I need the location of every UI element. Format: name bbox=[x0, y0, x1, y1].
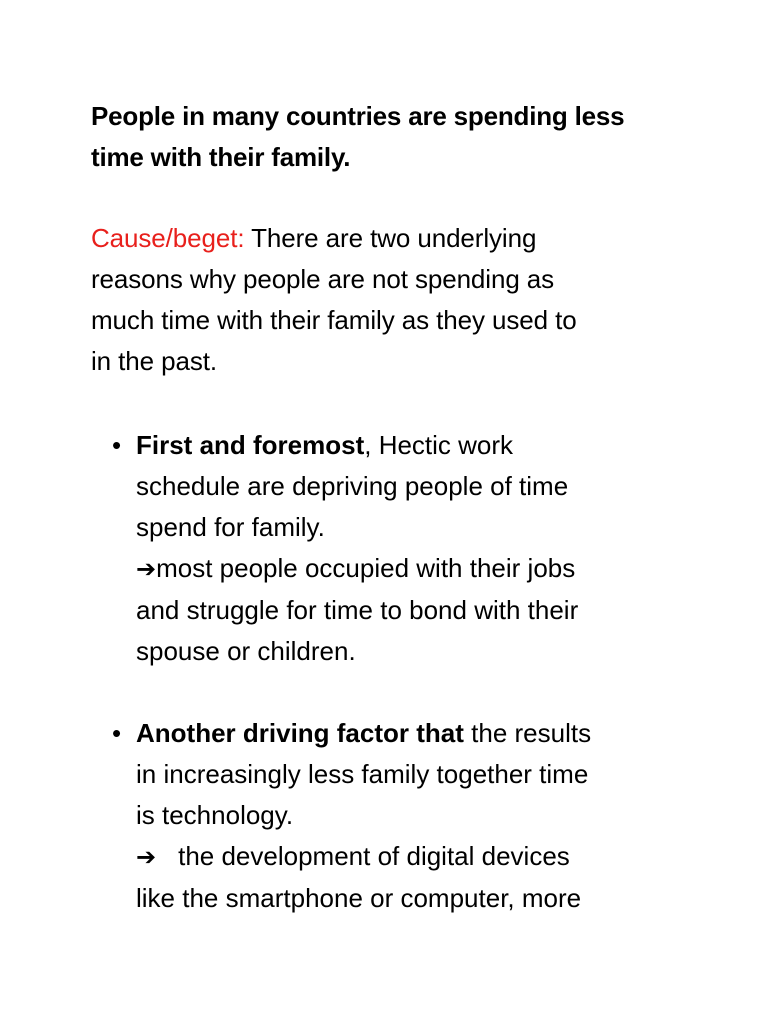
intro-line: reasons why people are not spending as bbox=[91, 264, 555, 294]
arrow-right-icon: ➔ bbox=[136, 843, 157, 871]
bullet-icon: • bbox=[112, 430, 122, 460]
bullet-lead-rest: the results bbox=[463, 718, 592, 748]
intro-text: There are two underlying bbox=[244, 223, 537, 253]
bullet-text bbox=[136, 713, 696, 919]
bullet-line: in increasingly less family together time bbox=[136, 759, 589, 789]
bullet-line: like the smartphone or computer, more bbox=[136, 883, 582, 913]
intro-line: in the past. bbox=[91, 346, 217, 376]
bullet-line: spend for family. bbox=[136, 512, 325, 542]
arrow-line bbox=[136, 836, 696, 878]
arrow-text: the development of digital devices bbox=[178, 841, 570, 871]
bullet-lead-bold: First and foremost bbox=[136, 430, 365, 460]
bullet-text bbox=[136, 425, 696, 672]
bullet-lead-bold: Another driving factor that bbox=[136, 718, 464, 748]
bullet-lead-line bbox=[136, 713, 696, 754]
bullet-line: spouse or children. bbox=[136, 636, 356, 666]
document-title bbox=[91, 96, 731, 178]
bullet-line: and struggle for time to bond with their bbox=[136, 595, 579, 625]
bullet-icon: • bbox=[112, 718, 122, 748]
title-line: People in many countries are spending less bbox=[91, 101, 625, 131]
intro-first-line bbox=[91, 218, 731, 259]
bullet-lead-line bbox=[136, 425, 696, 466]
arrow-text: most people occupied with their jobs bbox=[156, 553, 576, 583]
bullet-line: schedule are depriving people of time bbox=[136, 471, 569, 501]
intro-line: much time with their family as they used to bbox=[91, 305, 577, 335]
title-line: time with their family. bbox=[91, 142, 351, 172]
arrow-right-icon: ➔ bbox=[136, 555, 157, 583]
bullet-lead-rest: , Hectic work bbox=[364, 430, 514, 460]
bullet-line: is technology. bbox=[136, 800, 294, 830]
cause-label: Cause/beget: bbox=[91, 223, 245, 253]
arrow-line bbox=[136, 548, 696, 590]
intro-paragraph bbox=[91, 218, 731, 382]
